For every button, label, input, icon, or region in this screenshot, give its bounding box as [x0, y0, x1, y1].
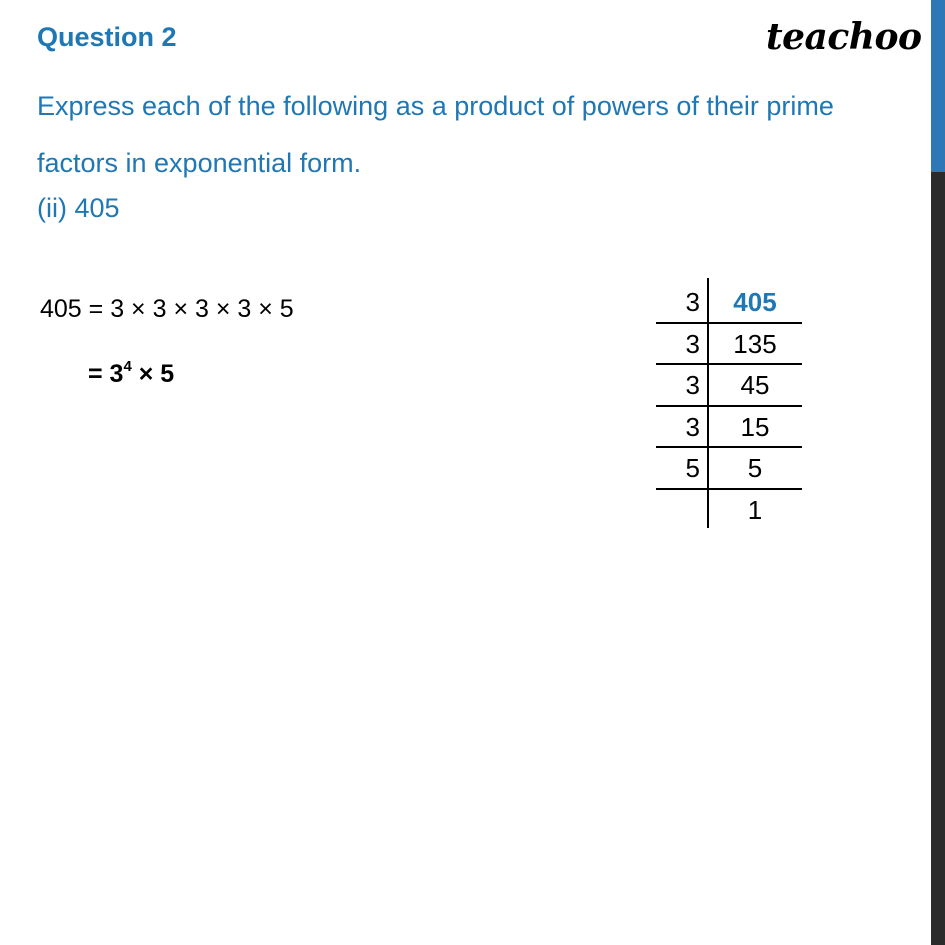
divisor-cell: 3 — [685, 287, 700, 317]
divisor-cell: 5 — [685, 453, 700, 483]
dividend-cell: 135 — [733, 328, 777, 359]
scrollbar-thumb[interactable] — [931, 0, 945, 172]
dividend-cell: 1 — [747, 494, 763, 525]
question-part: (ii) 405 — [37, 193, 120, 223]
dividend-cell: 15 — [740, 411, 770, 442]
division-row — [656, 490, 802, 532]
solution-line-2 — [88, 360, 174, 389]
dividend-cell: 5 — [747, 453, 763, 483]
solution-line-1: 405 = 3 × 3 × 3 × 3 × 5 — [40, 295, 294, 323]
divisor-cell — [656, 490, 708, 532]
prime-factor-division-table — [656, 282, 802, 531]
question-text: Express each of the following as a product of powers of their prime factors in exponential form. — [37, 91, 834, 178]
dividend-cell: 45 — [740, 370, 770, 400]
division-row — [656, 365, 802, 407]
divisor-cell: 3 — [685, 370, 700, 400]
solution-suffix: × 5 — [131, 360, 175, 388]
question-title: Question 2 — [37, 22, 177, 52]
dividend-cell: 405 — [733, 287, 777, 317]
divisor-cell: 3 — [685, 411, 700, 442]
solution-equals: = — [88, 360, 110, 388]
divisor-cell: 3 — [685, 328, 700, 359]
division-row — [656, 407, 802, 449]
division-row — [656, 282, 802, 324]
solution-base: 3 — [109, 360, 124, 388]
teachoo-logo[interactable]: teachoo — [766, 16, 922, 58]
division-row — [656, 448, 802, 490]
solution-exponent: 4 — [123, 358, 132, 375]
division-row — [656, 324, 802, 366]
